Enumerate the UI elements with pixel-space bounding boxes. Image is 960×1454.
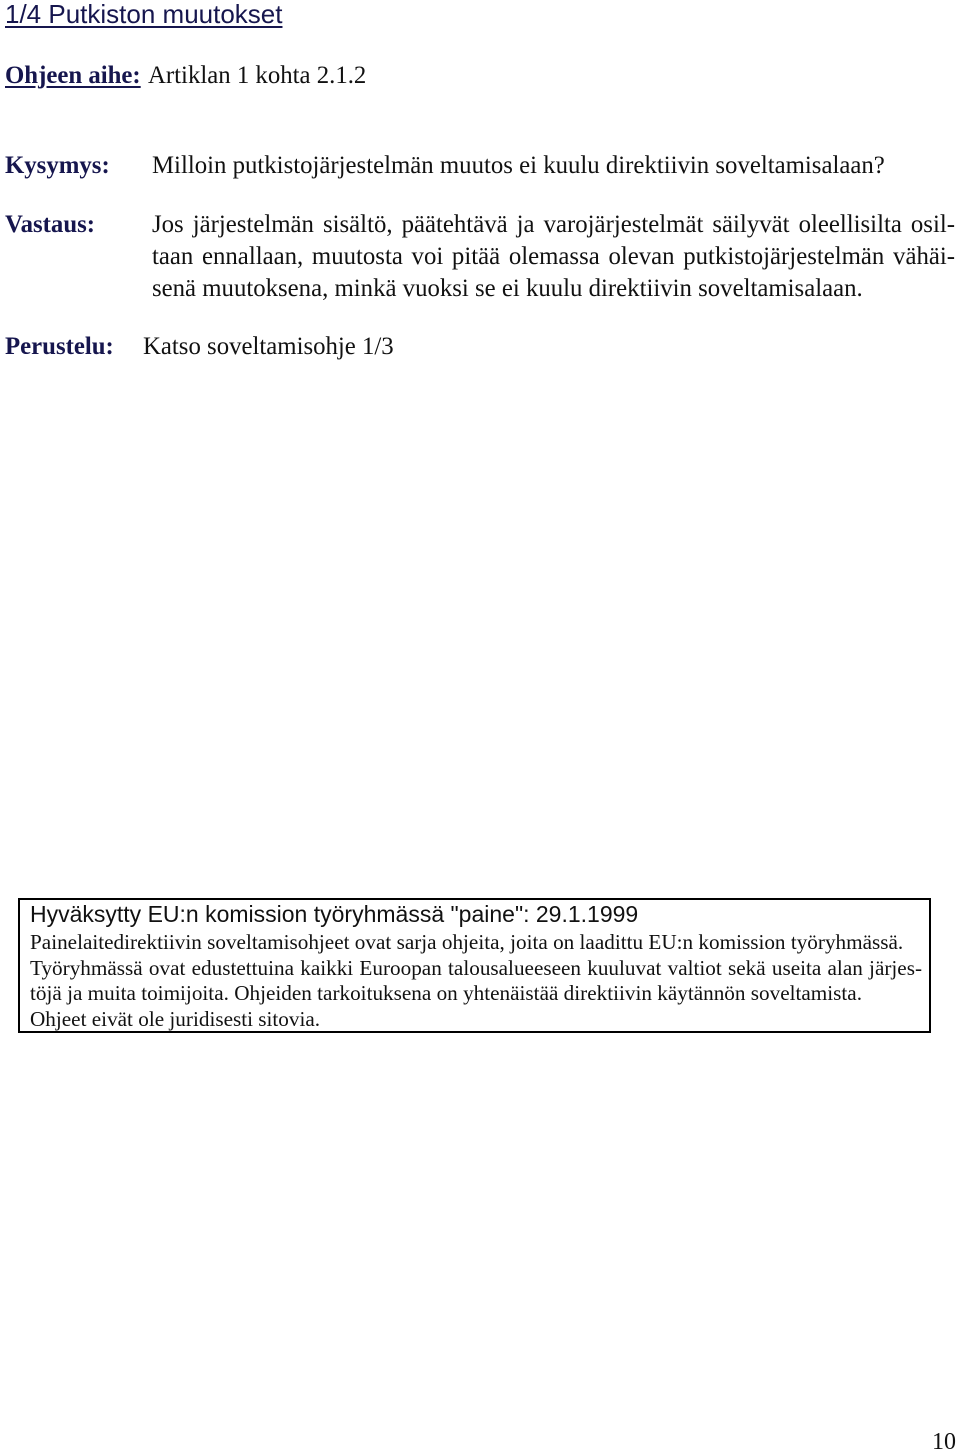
page-title: 1/4 Putkiston muutokset [5, 0, 283, 29]
question-text: Milloin putkistojärjestelmän muutos ei kuulu direktiivin soveltamisalaan? [152, 152, 885, 179]
answer-line: Jos järjestelmän sisältö, päätehtävä ja varojärjestelmät säilyvät oleellisilta osil- [152, 211, 955, 238]
approval-line: töjä ja muita toimijoita. Ohjeiden tarkoituksena on yhtenäistää direktiivin käytännön soveltamista. [30, 981, 863, 1006]
topic-value: Artiklan 1 kohta 2.1.2 [148, 62, 367, 89]
rationale-text: Katso soveltamisohje 1/3 [143, 333, 394, 360]
approval-line: Ohjeet eivät ole juridisesti sitovia. [30, 1007, 321, 1032]
answer-line: taan ennallaan, muutosta voi pitää olemassa olevan putkistojärjestelmän vähäi- [152, 243, 955, 270]
approval-line: Työryhmässä ovat edustettuina kaikki Euroopan talousalueeseen kuuluvat valtiot sekä useita alan järjes- [30, 955, 922, 980]
topic-label: Ohjeen aihe: [5, 62, 141, 89]
page-number: 10 [932, 1429, 956, 1454]
answer-label: Vastaus: [5, 211, 96, 238]
rationale-label: Perustelu: [5, 333, 114, 360]
approval-line: Painelaitedirektiivin soveltamisohjeet ovat sarja ohjeita, joita on laadittu EU:n komission työryhmässä. [30, 930, 904, 954]
answer-line: senä muutoksena, minkä vuoksi se ei kuulu direktiivin soveltamisalaan. [152, 275, 863, 302]
approval-title: Hyväksytty EU:n komission työryhmässä "paine": 29.1.1999 [30, 901, 639, 927]
question-label: Kysymys: [5, 152, 110, 179]
